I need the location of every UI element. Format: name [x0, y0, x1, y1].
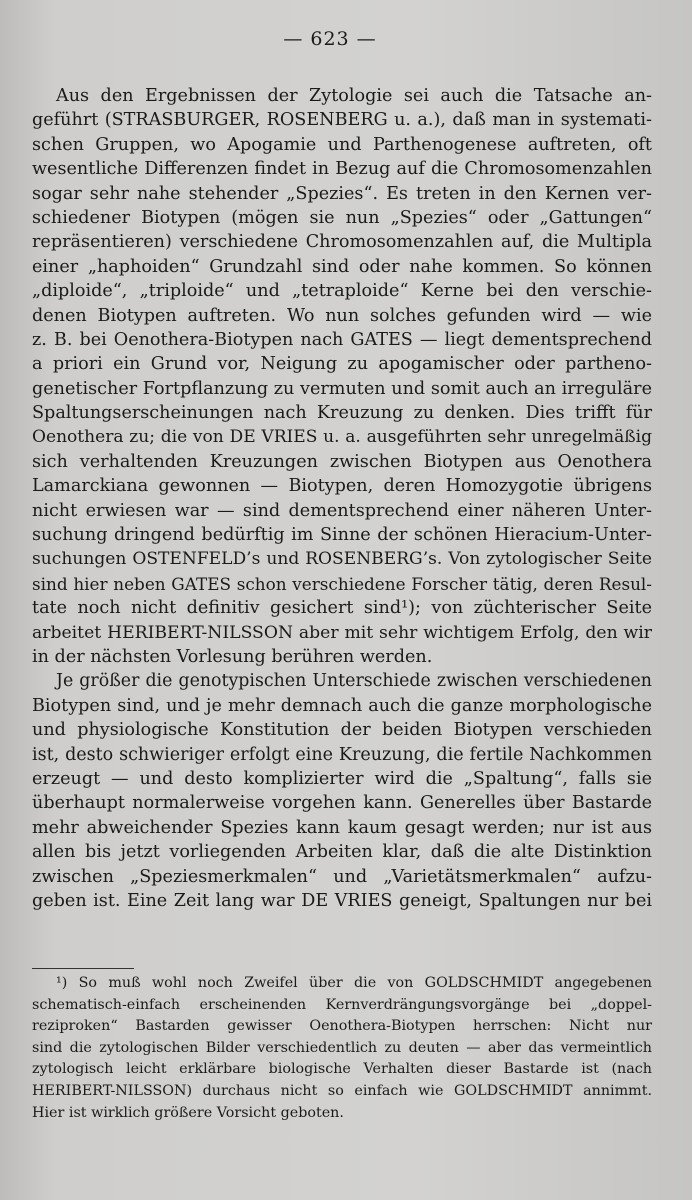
text-line: sich verhaltenden Kreuzungen zwischen Biotypen aus Oenothera: [32, 451, 652, 472]
footnote-line: Hier ist wirklich größere Vorsicht geboten.: [32, 1104, 344, 1121]
text-line: tate noch nicht definitiv gesichert sind¹); von züchterischer Seite: [32, 598, 652, 619]
text-line: z. B. bei Oenothera-Biotypen nach GATES — liegt dementsprechend: [32, 329, 652, 350]
text-line: allen bis jetzt vorliegenden Arbeiten klar, daß die alte Distinktion: [32, 842, 652, 863]
text-line: schiedener Biotypen (mögen sie nun „Spezies“ oder „Gattungen“: [32, 207, 652, 228]
footnote-line: reziproken“ Bastarden gewisser Oenothera-Biotypen herrschen: Nicht nur: [32, 1018, 652, 1035]
footnote-line: zytologisch leicht erklärbare biologische Verhalten dieser Bastarde ist (nach: [32, 1061, 652, 1078]
text-line: sogar sehr nahe stehender „Spezies“. Es treten in den Kernen ver-: [32, 183, 652, 204]
footnote-line: ¹) So muß wohl noch Zweifel über die von GOLDSCHMIDT angegebenen: [56, 975, 652, 991]
text-line: Oenothera zu; die von DE VRIES u. a. ausgeführten sehr unregelmäßig: [32, 427, 652, 448]
text-line: schen Gruppen, wo Apogamie und Parthenogenese auftreten, oft: [32, 134, 652, 155]
footnote-line: HERIBERT-NILSSON) durchaus nicht so einfach wie GOLDSCHMIDT annimmt.: [32, 1082, 652, 1099]
footnote-line: sind die zytologischen Bilder verschiedentlich zu deuten — aber das vermeintlich: [32, 1039, 652, 1056]
text-line: überhaupt normalerweise vorgehen kann. Generelles über Bastarde: [32, 793, 652, 814]
text-line: Lamarckiana gewonnen — Biotypen, deren Homozygotie übrigens: [32, 476, 652, 497]
body-text: [32, 84, 652, 913]
text-line: geführt (STRASBURGER, ROSENBERG u. a.), daß man in systemati-: [32, 110, 652, 131]
text-line: in der nächsten Vorlesung berühren werden.: [32, 646, 433, 667]
text-line: repräsentieren) verschiedene Chromosomenzahlen auf, die Multipla: [32, 232, 652, 253]
text-line: wesentliche Differenzen findet in Bezug auf die Chromosomenzahlen: [32, 159, 652, 180]
text-line: suchungen OSTENFELD’s und ROSENBERG’s. Von zytologischer Seite: [32, 549, 652, 570]
text-line: Biotypen sind, und je mehr demnach auch die ganze morphologische: [32, 695, 652, 716]
text-line: zwischen „Speziesmerkmalen“ und „Varietätsmerkmalen“ aufzu-: [32, 866, 652, 887]
text-line: Je größer die genotypischen Unterschiede zwischen verschiedenen: [56, 671, 652, 692]
text-line: erzeugt — und desto komplizierter wird die „Spaltung“, falls sie: [32, 768, 652, 789]
text-line: mehr abweichender Spezies kann kaum gesagt werden; nur ist aus: [32, 817, 652, 838]
footnote: [32, 973, 652, 1124]
text-line: suchung dringend bedürftig im Sinne der schönen Hieracium-Unter-: [32, 525, 652, 546]
text-line: nicht erwiesen war — sind dementsprechend einer näheren Unter-: [32, 500, 652, 521]
text-line: und physiologische Konstitution der beiden Biotypen verschieden: [32, 720, 652, 741]
text-line: geben ist. Eine Zeit lang war DE VRIES geneigt, Spaltungen nur bei: [32, 890, 652, 911]
footnote-line: schematisch-einfach erscheinenden Kernverdrängungsvorgänge bei „doppel-: [32, 996, 652, 1013]
text-line: Aus den Ergebnissen der Zytologie sei auch die Tatsache an-: [56, 86, 652, 106]
footnote-divider: [32, 968, 134, 969]
text-line: ist, desto schwieriger erfolgt eine Kreuzung, die fertile Nachkommen: [32, 744, 652, 765]
text-line: arbeitet HERIBERT-NILSSON aber mit sehr wichtigem Erfolg, den wir: [32, 622, 652, 643]
text-line: denen Biotypen auftreten. Wo nun solches gefunden wird — wie: [32, 305, 652, 326]
text-line: sind hier neben GATES schon verschiedene Forscher tätig, deren Resul-: [32, 573, 652, 594]
page-number: — 623 —: [283, 28, 377, 50]
text-line: einer „haphoiden“ Grundzahl sind oder nahe kommen. So können: [32, 256, 652, 277]
text-line: „diploide“, „triploide“ und „tetraploide“ Kerne bei den verschie-: [32, 281, 652, 302]
text-line: a priori ein Grund vor, Neigung zu apogamischer oder partheno-: [32, 354, 652, 375]
text-line: Spaltungserscheinungen nach Kreuzung zu denken. Dies trifft für: [32, 403, 652, 424]
text-line: genetischer Fortpflanzung zu vermuten und somit auch an irreguläre: [32, 378, 652, 399]
